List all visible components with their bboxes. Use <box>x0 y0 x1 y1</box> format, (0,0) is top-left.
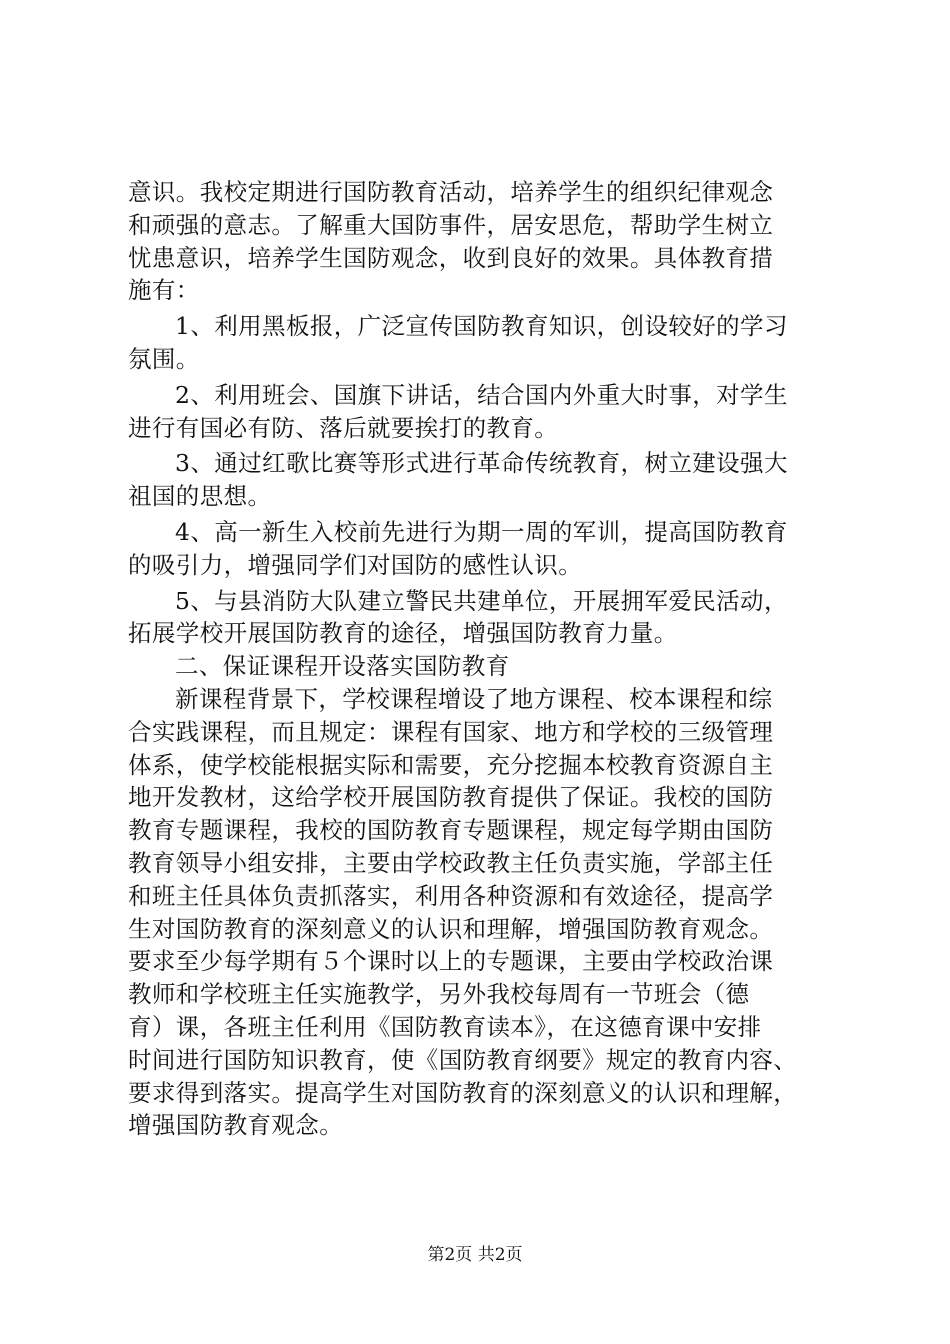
text-line: 教师和学校班主任实施教学，另外我校每周有一节班会（德 <box>128 980 750 1009</box>
text-line: 新课程背景下，学校课程增设了地方课程、校本课程和综 <box>175 684 773 713</box>
text-line: 意识。我校定期进行国防教育活动，培养学生的组织纪律观念 <box>128 178 774 206</box>
page-number-footer: 第2页 共2页 <box>427 1245 523 1265</box>
text-line: 生对国防教育的深刻意义的认识和理解，增强国防教育观念。 <box>128 914 774 943</box>
text-line: 体系，使学校能根据实际和需要，充分挖掘本校教育资源自主 <box>128 750 774 779</box>
section-heading <box>128 650 833 683</box>
text-line: 教育领导小组安排，主要由学校政教主任负责实施，学部主任 <box>128 848 774 877</box>
paragraph <box>128 176 833 307</box>
text-line: 2、利用班会、国旗下讲话，结合国内外重大时事，对学生 <box>175 380 788 409</box>
list-item <box>128 310 833 376</box>
paragraph <box>128 683 833 1142</box>
list-item <box>128 447 833 513</box>
text-line: 要求得到落实。提高学生对国防教育的深刻意义的认识和理解， <box>128 1078 798 1107</box>
text-line: 时间进行国防知识教育，使《国防教育纲要》规定的教育内容、 <box>128 1045 798 1074</box>
text-line: 忧患意识，培养学生国防观念，收到良好的效果。具体教育措 <box>128 243 774 272</box>
document-body <box>128 176 833 1142</box>
text-line: 和班主任具体负责抓落实，利用各种资源和有效途径，提高学 <box>128 881 774 910</box>
text-line: 拓展学校开展国防教育的途径，增强国防教育力量。 <box>128 619 678 648</box>
text-line: 进行有国必有防、落后就要挨打的教育。 <box>128 413 559 442</box>
text-line: 1、利用黑板报，广泛宣传国防教育知识，创设较好的学习 <box>175 312 788 341</box>
list-item <box>128 516 833 582</box>
heading-line: 二、保证课程开设落实国防教育 <box>175 652 510 681</box>
text-line: 施有： <box>128 276 200 305</box>
text-line: 氛围。 <box>128 344 200 373</box>
text-line: 地开发教材，这给学校开展国防教育提供了保证。我校的国防 <box>128 783 774 812</box>
text-line: 的吸引力，增强同学们对国防的感性认识。 <box>128 550 583 579</box>
text-line: 合实践课程，而且规定：课程有国家、地方和学校的三级管理 <box>128 717 774 746</box>
text-line: 和顽强的意志。了解重大国防事件，居安思危，帮助学生树立 <box>128 210 774 239</box>
text-line: 要求至少每学期有５个课时以上的专题课，主要由学校政治课 <box>128 947 774 976</box>
list-item <box>128 379 833 445</box>
text-line: 增强国防教育观念。 <box>128 1111 344 1140</box>
text-line: 4、高一新生入校前先进行为期一周的军训，提高国防教育 <box>175 517 788 546</box>
list-item <box>128 585 833 651</box>
text-line: 教育专题课程，我校的国防教育专题课程，规定每学期由国防 <box>128 816 774 845</box>
text-line: 3、通过红歌比赛等形式进行革命传统教育，树立建设强大 <box>175 449 788 478</box>
text-line: 祖国的思想。 <box>128 482 272 511</box>
text-line: 5、与县消防大队建立警民共建单位，开展拥军爱民活动， <box>175 586 788 615</box>
text-line: 育）课，各班主任利用《国防教育读本》，在这德育课中安排 <box>128 1012 762 1041</box>
